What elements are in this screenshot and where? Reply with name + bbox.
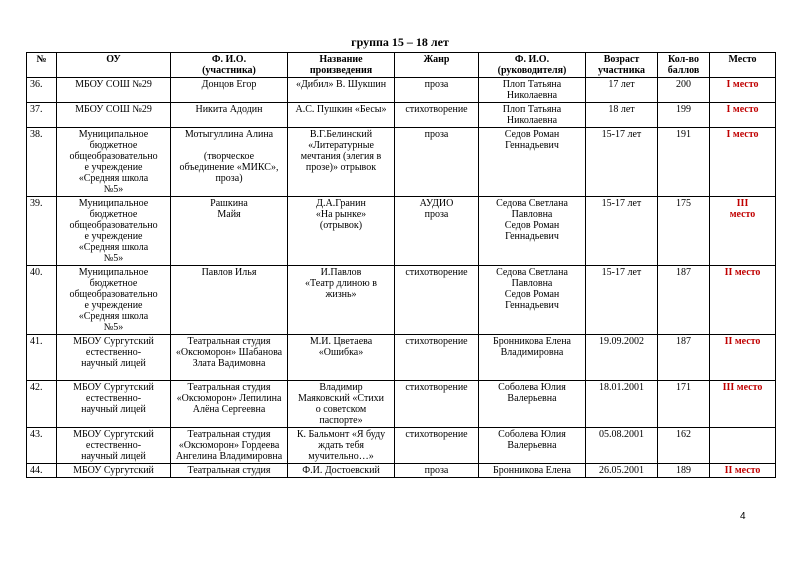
column-header: Жанр [395,53,479,78]
cell-leader: Седова Светлана Павловна Седов Роман Геннадьевич [479,266,586,335]
cell-age: 19.09.2002 [586,335,658,381]
cell-work: К. Бальмонт «Я буду ждать тебя мучительно…» [288,428,395,464]
column-header: Кол-во баллов [658,53,710,78]
cell-n: 39. [27,197,57,266]
cell-genre: стихотворение [395,266,479,335]
cell-score: 187 [658,266,710,335]
cell-work: Ф.И. Достоевский [288,464,395,478]
cell-school: МБОУ СОШ №29 [57,78,171,103]
cell-genre: стихотворение [395,335,479,381]
cell-genre: стихотворение [395,381,479,428]
cell-participant: Театральная студия «Оксюморон» Гордеева Ангелина Владимировна [171,428,288,464]
cell-work: Владимир Маяковский «Стихи о советском паспорте» [288,381,395,428]
table-row [27,197,776,266]
cell-n: 40. [27,266,57,335]
cell-place: III место [710,381,776,428]
cell-participant: Театральная студия «Оксюморон» Лепилина Алёна Сергеевна [171,381,288,428]
column-header: Место [710,53,776,78]
table-row [27,128,776,197]
cell-score: 175 [658,197,710,266]
cell-genre: проза [395,464,479,478]
cell-age: 18.01.2001 [586,381,658,428]
cell-score: 199 [658,103,710,128]
table-row [27,464,776,478]
cell-age: 26.05.2001 [586,464,658,478]
cell-participant: Рашкина Майя [171,197,288,266]
cell-school: МБОУ СОШ №29 [57,103,171,128]
cell-genre: АУДИО проза [395,197,479,266]
table-row [27,78,776,103]
cell-participant: Театральная студия [171,464,288,478]
cell-work: «Дибил» В. Шукшин [288,78,395,103]
table-row [27,381,776,428]
cell-leader: Бронникова Елена [479,464,586,478]
cell-work: А.С. Пушкин «Бесы» [288,103,395,128]
cell-place: II место [710,464,776,478]
cell-genre: проза [395,78,479,103]
cell-n: 44. [27,464,57,478]
column-header: Ф. И.О. (участника) [171,53,288,78]
cell-n: 42. [27,381,57,428]
cell-place: I место [710,128,776,197]
cell-place [710,428,776,464]
cell-age: 05.08.2001 [586,428,658,464]
cell-leader: Седов Роман Геннадьевич [479,128,586,197]
cell-work: М.И. Цветаева «Ошибка» [288,335,395,381]
cell-age: 15-17 лет [586,266,658,335]
cell-leader: Соболева Юлия Валерьевна [479,428,586,464]
cell-school: МБОУ Сургутский естественно- научный лицей [57,381,171,428]
cell-n: 38. [27,128,57,197]
table-header-row [27,53,776,78]
cell-participant: Донцов Егор [171,78,288,103]
cell-age: 18 лет [586,103,658,128]
cell-work: Д.А.Гранин «На рынке» (отрывок) [288,197,395,266]
cell-school: МБОУ Сургутский естественно- научный лицей [57,335,171,381]
cell-score: 189 [658,464,710,478]
cell-score: 162 [658,428,710,464]
cell-school: МБОУ Сургутский естественно- научный лицей [57,428,171,464]
cell-age: 15-17 лет [586,128,658,197]
table-row [27,103,776,128]
cell-leader: Седова Светлана Павловна Седов Роман Геннадьевич [479,197,586,266]
cell-place: III место [710,197,776,266]
cell-score: 200 [658,78,710,103]
results-table [26,52,776,478]
column-header: Возраст участника [586,53,658,78]
cell-school: МБОУ Сургутский [57,464,171,478]
table-row [27,335,776,381]
table-row [27,266,776,335]
cell-place: II место [710,266,776,335]
column-header: № [27,53,57,78]
cell-participant: Никита Адодин [171,103,288,128]
cell-score: 191 [658,128,710,197]
cell-participant: Павлов Илья [171,266,288,335]
cell-n: 36. [27,78,57,103]
cell-genre: стихотворение [395,428,479,464]
table-row [27,428,776,464]
cell-leader: Плоп Татьяна Николаевна [479,103,586,128]
column-header: Ф. И.О. (руководителя) [479,53,586,78]
column-header: Название произведения [288,53,395,78]
cell-participant: Мотыгуллина Алина (творческое объединение «МИКС», проза) [171,128,288,197]
cell-school: Муниципальное бюджетное общеобразовательно е учреждение «Средняя школа №5» [57,266,171,335]
cell-genre: стихотворение [395,103,479,128]
cell-n: 43. [27,428,57,464]
cell-school: Муниципальное бюджетное общеобразовательно е учреждение «Средняя школа №5» [57,128,171,197]
page-title: группа 15 – 18 лет [351,35,449,49]
cell-score: 171 [658,381,710,428]
cell-n: 37. [27,103,57,128]
cell-leader: Плоп Татьяна Николаевна [479,78,586,103]
cell-genre: проза [395,128,479,197]
cell-leader: Бронникова Елена Владимировна [479,335,586,381]
cell-work: И.Павлов «Театр длиною в жизнь» [288,266,395,335]
cell-place: I место [710,103,776,128]
cell-age: 17 лет [586,78,658,103]
cell-participant: Театральная студия «Оксюморон» Шабанова Злата Вадимовна [171,335,288,381]
column-header: ОУ [57,53,171,78]
cell-score: 187 [658,335,710,381]
cell-n: 41. [27,335,57,381]
cell-place: II место [710,335,776,381]
page-number: 4 [740,511,746,522]
cell-leader: Соболева Юлия Валерьевна [479,381,586,428]
cell-work: В.Г.Белинский «Литературные мечтания (элегия в прозе)» отрывок [288,128,395,197]
cell-school: Муниципальное бюджетное общеобразовательно е учреждение «Средняя школа №5» [57,197,171,266]
cell-place: I место [710,78,776,103]
cell-age: 15-17 лет [586,197,658,266]
